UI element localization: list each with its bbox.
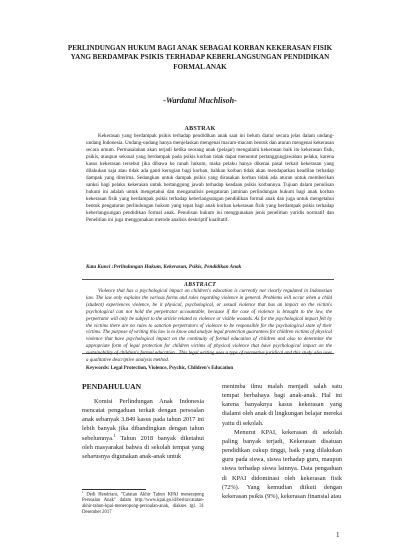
abstract-en-text: Violence that has a psychological impact on children's education is currently not clearly regulated in Indonesian law. The law only explains the various forms and rules regarding violence in general. Problems will occur when a child (student) experiences violence, be it physical, psychological, or sexual violence that has an impact on the victim's psychological can not hold the perpetrator accountable, because if the case of violence is brought to the law, the perpetrator will only be subject to the article related to violence or visible wounds. As for the psychological impact felt by the victims there are no rules to sanction perpetrators of violence to be responsible for the psychological state of their victims. The purpose of writing this law is to know and analyze legal protection guarantees for children victims of physical violence that have psychological impact on the continuity of formal education of children and also to determine the appropriate form of legal protection for children victims of physical violence that have psychological impact on the sustainability of children's formal education . This legal writing uses a type of normative juridical and this study also uses a qualitative descriptive analysis method. bbox=[86, 289, 332, 364]
footnote-number: 1 bbox=[82, 490, 84, 494]
keywords-id: Kata Kunci :Perlindungan Hukum, Kekerasan, Psikis, Pendidikan Anak bbox=[86, 264, 242, 270]
abstract-en-heading: ABSTRACT bbox=[183, 282, 217, 288]
page-number: 1 bbox=[336, 531, 340, 539]
body-column-left bbox=[82, 382, 204, 461]
body-paragraph: menimba ilmu malah menjadi salah satu tempat berbahaya bagi anak-anak. Hal ini karena banyaknya kasus kekerasan yang dialami oleh anak di lingkungan belajar mereka yaitu di sekolah. bbox=[222, 383, 342, 427]
footnote-text: Dedi Hendriani, "Catatan Akhir Tahun KPAI menerapong Persoalan Anak" dalam http://www.kpai.go.id/berita/catatan-akhir-tahun-kpai-meneropong-persoalan-anak, diakses tgl. 31 Desember 2017 bbox=[82, 492, 204, 516]
body-paragraph bbox=[82, 397, 204, 461]
paper-title: PERLINDUNGAN HUKUM BAGI ANAK SEBAGAI KORBAN KEKERASAN FISIK YANG BERDAMPAK PSIKIS TERHADAP KEBERLANGSUNGAN PENDIDIKAN FORMAL ANAK bbox=[67, 44, 333, 71]
section-heading: PENDAHULUAN bbox=[82, 382, 142, 391]
body-paragraph: Menurut KPAI, kekerasan di sekolah paling banyak terjadi, Kekerasan disatuan pendidikan cukup tinggi, baik yang dilakukan guru pada siswa, siswa terhadap guru, maupun siswa terhadap siswa lainnya. Data pengaduan di KPAI didominasi oleh kekerasan fisik (72%). Yang kemudian diikuti dengan kekerasan psikis (9%), kekerasan finansial atau bbox=[222, 428, 342, 500]
footnote-divider bbox=[82, 489, 146, 490]
abstract-heading: ABSTRAK bbox=[184, 126, 216, 132]
author-name: -Wardatul Muchlisoh- bbox=[163, 96, 237, 105]
body-text-part: Komisi Perlindungan Anak Indonesia mencatat pengaduan terkait dengan persoalan anak sebanyak 3.849 kasus pada tahun 2017 ini lebih banyak jika dibandingkan dengan tahun sebelumnya. bbox=[82, 398, 204, 442]
footnote bbox=[82, 492, 204, 516]
body-text-part: Tahun 2018 banyak diketahui oleh masyarakat bahwa di sekolah tempat yang seharusnya digunakan anak-anak untuk bbox=[82, 434, 204, 460]
body-column-right bbox=[222, 382, 342, 501]
keywords-en: Keywords: Legal Protection, Violence, Psychic, Children's Education bbox=[86, 366, 234, 371]
footnote-ref: 1 bbox=[113, 432, 116, 438]
abstract-text: Kekerasan yang berdampak psikis terhadap pendidikan anak saat ini belum diatur secara jelas dalam undang-undang Indonesia. Undang-undang hanya menjelaskan mengenai macam-macam bentuk dan aturan mengenai kekerasan secara umum. Permasalahan akan terjadi ketika seorang anak (pelajar) mengalami kekerasan baik itu kekerasan fisik, psikis, ataupun seksual yang berdampak pada psikis korban tidak dapat menuntut pertanggungjawaban pelaku, karena kasus kekerasan tersebut jika dibawa ke ranah hukum, maka pelaku hanya dikenai pasal terkait kekerasan yang dilakukan saja atau tidak ada ganti kerugian bagi korban, bahkan korban tidak akan mendapatkan keadilan terhadap dampak yang diterima. Sedangkan untuk dampak psikis yang dirasakan korban tidak ada aturan untuk memberikan sanksi bagi pelaku kekerasan untuk bertanggung jawab terhadap keadaan psikis korbannya. Tujuan dalam penulisan hukum ini adalah untuk mengetahui dan menganalisis pengaturan jaminan perlindungan hukum bagi anak korban kekerasan fisik yang berdampak psikis terhadap keberlangsungan pendidikan formal anak dan juga untuk mengetahui bentuk pengaturan perlindungan hukum yang tepat bagi anak korban kekerasan fisik yang berdampak psikis terhadap keberlangsungan pendidikan formal anak. Penulisan hukum ini menggunakan jenis penelitian yuridis normatif dan Penelitian ini juga menggunakan metode analisis deskriptif kualitatif. bbox=[86, 133, 334, 224]
